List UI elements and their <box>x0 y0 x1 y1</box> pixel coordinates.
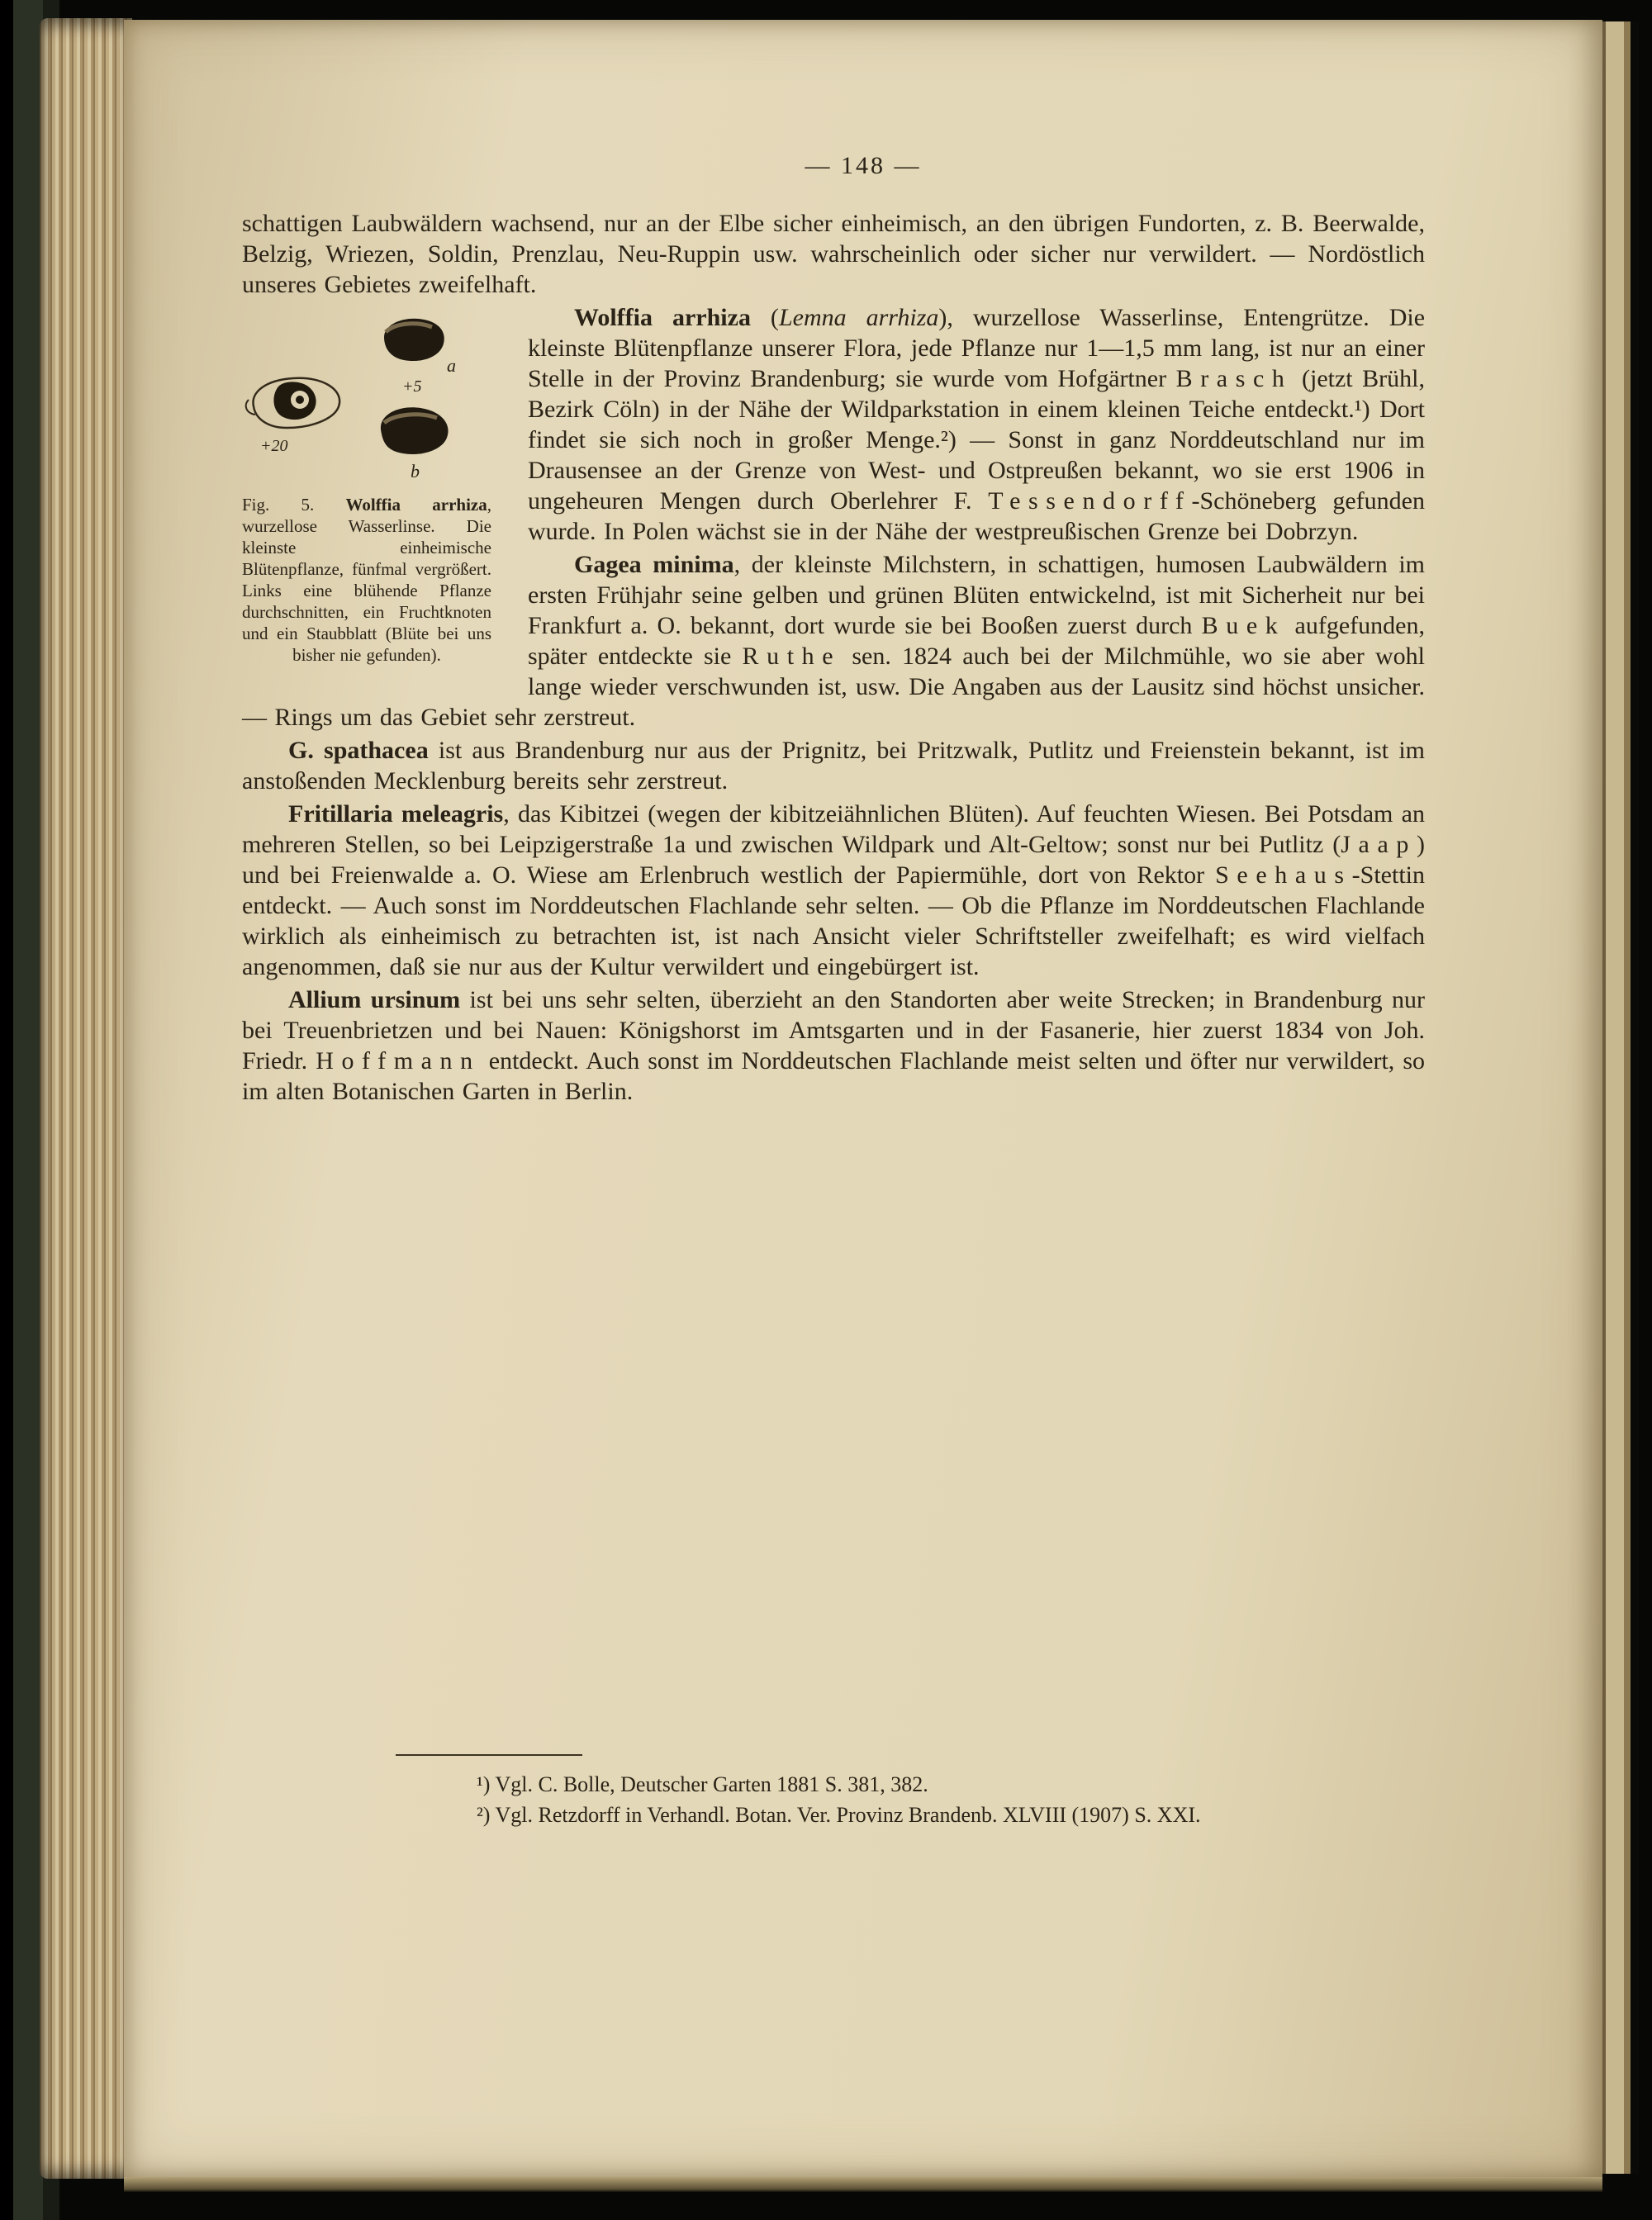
cross-section-drawing <box>246 378 339 428</box>
plant-name: Wolffia arrhiza <box>574 304 751 331</box>
paragraph-text: (jetzt Brühl, Bezirk Cöln) in der Nähe der Wildparkstation in einem kleinen Teiche entdeckt.¹) Dort findet sie sich noch in großer Menge.²) — Sonst in ganz Norddeutschland nur im Drausensee an der Grenze von West- und Ostpreußen bekannt, wo sie erst 1906 in ungeheuren Mengen durch Oberlehrer F. <box>528 365 1425 515</box>
footnote-2: ²) Vgl. Retzdorff in Verhandl. Botan. Ver. Provinz Brandenb. XLVIII (1907) S. XXI. <box>477 1803 1201 1827</box>
footnote-1: ¹) Vgl. C. Bolle, Deutscher Garten 1881 S. 381, 382. <box>477 1772 928 1796</box>
footnotes <box>242 1754 1425 1830</box>
plant-name: Gagea minima <box>574 551 734 578</box>
plant-name: G. spathacea <box>288 737 429 764</box>
figure-magnification-large: +20 <box>260 437 288 455</box>
latin-synonym: Lemna arrhiza <box>778 304 939 331</box>
page-bottom-edge <box>124 2177 1602 2192</box>
paragraph-text: -Stettin entdeckt. — Auch sonst im Norddeutschen Flachlande sehr selten. — Ob die Pflanze im Norddeutschen Flachlande wirklich als einheimisch zu betrachten ist, ist nach Ansicht vieler Schriftsteller zweifelhaft; es wird vielfach angenommen, daß sie nur aus der Kultur verwildert und eingebürgert ist. <box>242 861 1425 980</box>
paragraph-text: , der kleinste Milchstern, in schattigen, humosen Laubwäldern im ersten Frühjahr seine gelben und grünen Blüten entwickelnd, ist mit Sicherheit nur bei Frankfurt a. O. bekannt, dort wurde sie bei Booßen zuerst durch <box>528 551 1425 639</box>
figure-wolffia <box>242 309 491 666</box>
footnote-separator <box>396 1754 582 1756</box>
paragraph-text: ( <box>750 304 779 331</box>
page-content <box>242 208 1425 1107</box>
page-number: — 148 — <box>805 152 922 179</box>
person-name: Jaap <box>1341 831 1417 858</box>
person-name: Ruthe <box>742 643 842 670</box>
figure-magnification-small: +5 <box>402 377 422 396</box>
person-name: Buek <box>1201 612 1286 639</box>
paragraph-text: ), wurzellose Wasserlinse, Entengrütze. Die kleinste Blütenpflanze unserer Flora, jede Pflanze nur 1—1,5 mm lang, ist nur an einer Stelle in der Provinz Brandenburg; sie wurde vom Hofgärtner <box>528 304 1426 392</box>
caption-plant-name: Wolffia arrhiza <box>345 495 487 515</box>
caption-text: , wurzellose Wasserlinse. Die kleinste einheimische Blütenpflanze, fünfmal vergrößert. Links eine blühende Pflanze durchschnitten, ein Fruchtknoten und ein Staubblatt (Blüte bei uns bisher nie gefunden). <box>242 495 491 665</box>
paragraph-text: , das Kibitzei (wegen der kibitzeiähnlichen Blüten). Auf feuchten Wiesen. Bei Potsdam an mehreren Stellen, so bei Leipzigerstraße 1a und zwischen Wildpark und Alt-Geltow; sonst nur bei Putlitz ( <box>242 800 1425 858</box>
paragraph-text: ) und bei Freienwalde a. O. Wiese am Erlenbruch westlich der Papiermühle, dort von Rektor <box>242 831 1425 889</box>
next-page-edge <box>1602 21 1639 2174</box>
page-fore-edges <box>40 18 132 2179</box>
person-name: Tessendorff <box>988 487 1192 515</box>
plant-name: Allium ursinum <box>288 986 461 1013</box>
plant-name: Fritillaria meleagris <box>288 800 504 828</box>
paragraph-text: sen. 1824 auch bei der Milchmühle, wo sie aber wohl lange wieder verschwunden ist, usw. Die Angaben aus der Lausitz sind höchst unsicher. — Rings um das Gebiet sehr zerstreut. <box>242 643 1426 731</box>
paragraph-allium <box>242 984 1425 1107</box>
plant-b-drawing <box>381 407 449 454</box>
figure-label-b: b <box>411 461 420 481</box>
book-page <box>124 20 1602 2177</box>
person-name: Seehaus <box>1215 861 1352 889</box>
plant-a-drawing <box>384 319 444 361</box>
figure-caption <box>242 494 491 666</box>
paragraph-text: schattigen Laubwäldern wachsend, nur an der Elbe sicher einheimisch, an den übrigen Fundorten, z. B. Beerwalde, Belzig, Wriezen, Soldin, Prenzlau, Neu-Ruppin usw. wahrscheinlich oder sicher nur verwildert. — Nordöstlich unseres Gebietes zweifelhaft. <box>242 210 1425 298</box>
paragraph-g-spathacea <box>242 735 1425 796</box>
paragraph-text: -Schöneberg gefunden wurde. In Polen wächst sie in der Nähe der westpreußischen Grenze bei Dobrzyn. <box>528 487 1425 545</box>
paragraph-text: aufgefunden, später entdeckte sie <box>528 612 1425 670</box>
paragraph-fritillaria <box>242 799 1425 982</box>
caption-prefix: Fig. 5. <box>242 495 346 515</box>
paragraph-text: entdeckt. Auch sonst im Norddeutschen Flachlande meist selten und öfter nur verwildert, so im alten Botanischen Garten in Berlin. <box>242 1047 1425 1105</box>
paragraph-text: ist aus Brandenburg nur aus der Prignitz, bei Pritzwalk, Putlitz und Freienstein bekannt, ist im anstoßenden Mecklenburg bereits sehr zerstreut. <box>242 737 1426 795</box>
person-name: Brasch <box>1175 365 1293 392</box>
person-name: Hoffmann <box>316 1047 481 1074</box>
paragraph-text: ist bei uns sehr selten, überzieht an den Standorten aber weite Strecken; in Brandenburg nur bei Treuenbrietzen und bei Nauen: Königshorst im Amtsgarten und in der Fasanerie, hier zuerst 1834 von Joh. Friedr. <box>242 986 1426 1074</box>
figure-label-a: a <box>447 355 456 376</box>
paragraph-continuation <box>242 208 1425 300</box>
wolffia-illustration <box>242 309 491 484</box>
